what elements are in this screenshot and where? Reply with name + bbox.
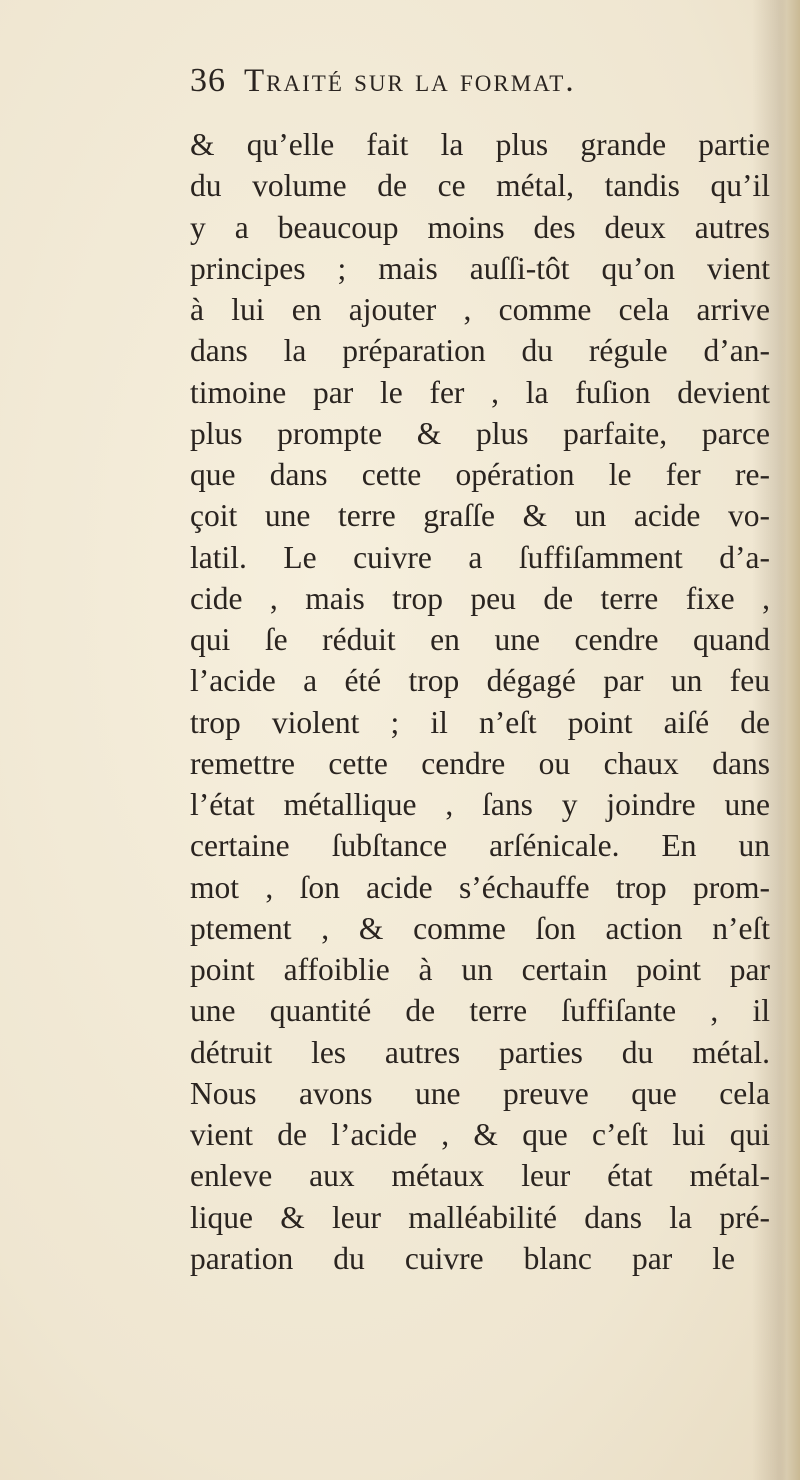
text-line: Nous avons une preuve que cela [190,1075,770,1111]
text-line: dans la préparation du régule d’an- [190,333,770,369]
text-line: certaine ſubſtance arſénicale. En un [190,828,770,864]
page-edge [778,0,800,1480]
text-line: latil. Le cuivre a ſuffiſamment d’a- [190,539,770,575]
text-line: que dans cette opération le fer re- [190,457,770,492]
text-line: l’état métallique , ſans y joindre une [190,787,770,822]
text-line: principes ; mais auſſi-tôt qu’on vient [190,250,770,286]
text-line: remettre cette cendre ou chaux dans [190,745,770,781]
text-line: trop violent ; il n’eſt point aiſé de [190,704,770,740]
text-line: qui ſe réduit en une cendre quand [190,622,770,657]
text-line: y a beaucoup moins des deux autres [190,209,770,245]
text-line: l’acide a été trop dégagé par un feu [190,663,770,699]
text-line: point affoiblie à un certain point par [190,952,770,987]
text-line: plus prompte & plus parfaite, parce [190,415,770,451]
text-line: cide , mais trop peu de terre fixe , [190,580,770,616]
text-line: vient de l’acide , & que c’eſt lui qui [190,1117,770,1152]
text-line: lique & leur malléabilité dans la pré- [190,1199,770,1235]
text-line: ptement , & comme ſon action n’eſt [190,910,770,946]
text-line: enleve aux métaux leur état métal- [190,1158,770,1194]
body-text [190,124,770,1279]
text-line: à lui en ajouter , comme cela arrive [190,292,770,327]
text-line: du volume de ce métal, tandis qu’il [190,168,770,204]
text-line: mot , ſon acide s’échauffe trop prom- [190,869,770,905]
text-line: détruit les autres parties du métal. [190,1034,770,1070]
text-line: çoit une terre graſſe & un acide vo- [190,498,770,534]
text-line: & qu’elle fait la plus grande partie [190,127,770,162]
text-line: paration du cuivre blanc par le [190,1240,735,1276]
text-line: timoine par le fer , la fuſion devient [190,374,770,410]
page-number: 36 [190,62,226,99]
running-title: Traité sur la format. [244,63,576,99]
text-line: une quantité de terre ſuffiſante , il [190,993,770,1029]
running-head [190,62,750,114]
